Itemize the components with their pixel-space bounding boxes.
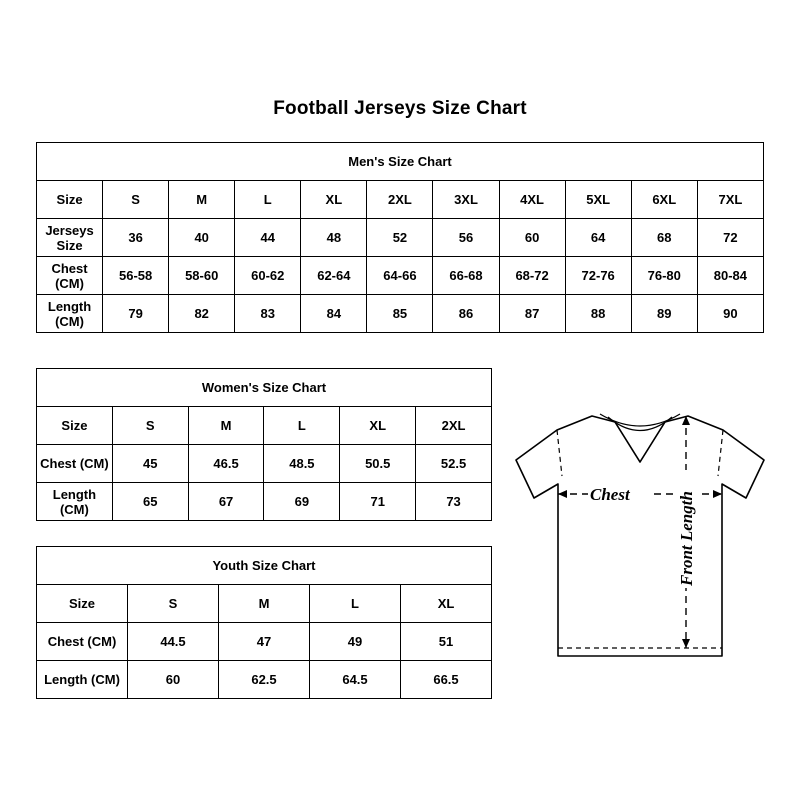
cell: 76-80 xyxy=(631,257,697,295)
cell: 87 xyxy=(499,295,565,333)
row-label: Size xyxy=(37,181,103,219)
cell: 58-60 xyxy=(169,257,235,295)
cell: 80-84 xyxy=(697,257,763,295)
womens-table-caption: Women's Size Chart xyxy=(37,369,492,407)
row-label: Length (CM) xyxy=(37,295,103,333)
cell: S xyxy=(103,181,169,219)
cell: 72 xyxy=(697,219,763,257)
cell: XL xyxy=(301,181,367,219)
cell: 52.5 xyxy=(416,445,492,483)
cell: 44 xyxy=(235,219,301,257)
row-label: Jerseys Size xyxy=(37,219,103,257)
cell: 45 xyxy=(112,445,188,483)
table-row xyxy=(37,257,764,295)
cell: 67 xyxy=(188,483,264,521)
cell: 49 xyxy=(310,623,401,661)
cell: 3XL xyxy=(433,181,499,219)
cell: 36 xyxy=(103,219,169,257)
cell: 62.5 xyxy=(219,661,310,699)
row-label: Size xyxy=(37,585,128,623)
cell: 60-62 xyxy=(235,257,301,295)
cell: 64-66 xyxy=(367,257,433,295)
cell: S xyxy=(128,585,219,623)
collar-outer-2 xyxy=(600,414,680,426)
cell: 52 xyxy=(367,219,433,257)
cell: 2XL xyxy=(416,407,492,445)
cell: 48.5 xyxy=(264,445,340,483)
table-row xyxy=(37,445,492,483)
cell: M xyxy=(219,585,310,623)
cell: 44.5 xyxy=(128,623,219,661)
cell: 50.5 xyxy=(340,445,416,483)
cell: 85 xyxy=(367,295,433,333)
table-caption-row xyxy=(37,547,492,585)
cell: 90 xyxy=(697,295,763,333)
cell: XL xyxy=(340,407,416,445)
cell: L xyxy=(235,181,301,219)
mens-table-caption: Men's Size Chart xyxy=(37,143,764,181)
cell: M xyxy=(188,407,264,445)
row-label: Chest (CM) xyxy=(37,445,113,483)
cell: 6XL xyxy=(631,181,697,219)
cell: 48 xyxy=(301,219,367,257)
cell: 7XL xyxy=(697,181,763,219)
table-caption-row xyxy=(37,369,492,407)
cell: 60 xyxy=(499,219,565,257)
cell: 86 xyxy=(433,295,499,333)
table-row xyxy=(37,623,492,661)
cell: 82 xyxy=(169,295,235,333)
page-title: Football Jerseys Size Chart xyxy=(273,98,527,119)
cell: 56-58 xyxy=(103,257,169,295)
cell: 83 xyxy=(235,295,301,333)
row-label: Length (CM) xyxy=(37,483,113,521)
cell: 84 xyxy=(301,295,367,333)
cell: 47 xyxy=(219,623,310,661)
youth-table-caption: Youth Size Chart xyxy=(37,547,492,585)
table-row xyxy=(37,585,492,623)
cell: 60 xyxy=(128,661,219,699)
right-sleeve-seam xyxy=(718,430,723,476)
cell: 65 xyxy=(112,483,188,521)
cell: 73 xyxy=(416,483,492,521)
cell: 66-68 xyxy=(433,257,499,295)
row-label: Chest (CM) xyxy=(37,257,103,295)
cell: 71 xyxy=(340,483,416,521)
chest-arrow-right xyxy=(713,490,722,498)
row-label: Size xyxy=(37,407,113,445)
cell: 72-76 xyxy=(565,257,631,295)
cell: XL xyxy=(401,585,492,623)
cell: 68 xyxy=(631,219,697,257)
mens-size-chart-table xyxy=(36,142,764,333)
youth-size-chart-table xyxy=(36,546,492,699)
table-caption-row xyxy=(37,143,764,181)
left-sleeve-seam xyxy=(557,430,562,476)
chest-arrow-left xyxy=(558,490,567,498)
cell: 88 xyxy=(565,295,631,333)
cell: 89 xyxy=(631,295,697,333)
cell: M xyxy=(169,181,235,219)
cell: 4XL xyxy=(499,181,565,219)
table-row xyxy=(37,219,764,257)
cell: 64.5 xyxy=(310,661,401,699)
cell: S xyxy=(112,407,188,445)
cell: 62-64 xyxy=(301,257,367,295)
cell: 46.5 xyxy=(188,445,264,483)
table-row xyxy=(37,181,764,219)
jersey-diagram xyxy=(500,398,780,688)
collar-inner xyxy=(615,422,665,462)
cell: 79 xyxy=(103,295,169,333)
cell: 68-72 xyxy=(499,257,565,295)
cell: 64 xyxy=(565,219,631,257)
front-length-label: Front Length xyxy=(677,491,696,586)
table-row xyxy=(37,483,492,521)
table-row xyxy=(37,407,492,445)
collar-outer xyxy=(608,417,672,431)
table-row xyxy=(37,661,492,699)
cell: 40 xyxy=(169,219,235,257)
womens-size-chart-table xyxy=(36,368,492,521)
cell: 2XL xyxy=(367,181,433,219)
cell: 56 xyxy=(433,219,499,257)
cell: 66.5 xyxy=(401,661,492,699)
cell: 51 xyxy=(401,623,492,661)
table-row xyxy=(37,295,764,333)
length-arrow-bottom xyxy=(682,639,690,648)
chest-label: Chest xyxy=(590,485,630,504)
row-label: Length (CM) xyxy=(37,661,128,699)
cell: L xyxy=(264,407,340,445)
jersey-outline xyxy=(516,416,764,656)
row-label: Chest (CM) xyxy=(37,623,128,661)
cell: 69 xyxy=(264,483,340,521)
cell: L xyxy=(310,585,401,623)
cell: 5XL xyxy=(565,181,631,219)
